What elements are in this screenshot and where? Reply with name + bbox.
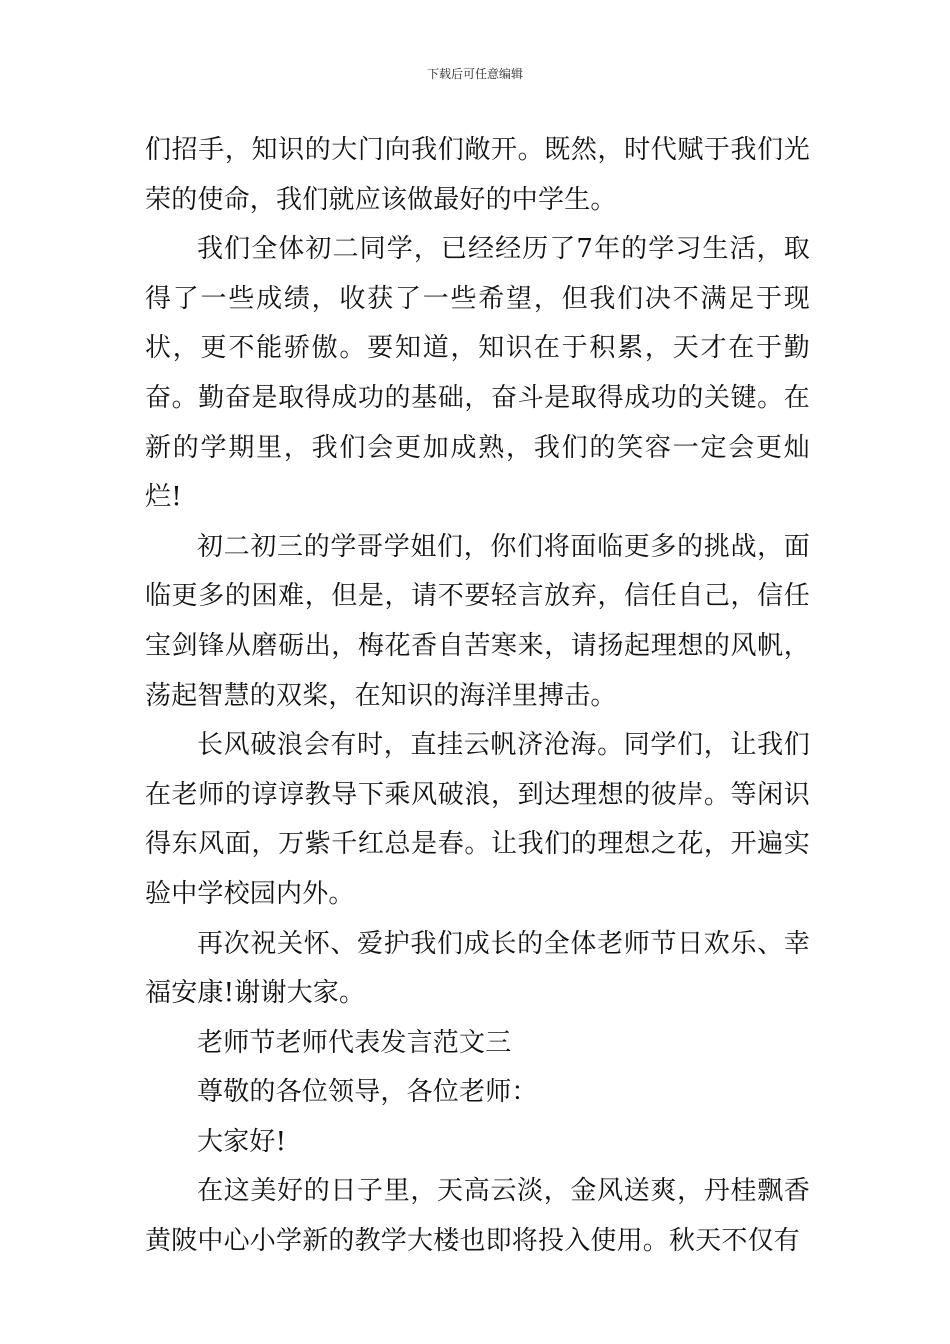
paragraph-grade-two: 我们全体初二同学，已经经历了7年的学习生活，取得了一些成绩，收获了一些希望，但我们决不满足于现状，更不能骄傲。要知道，知识在于积累，天才在于勤奋。勤奋是取得成功的基础，奋斗是取得成功的关键。在新的学期里，我们会更加成熟，我们的笑容一定会更灿烂! [145, 234, 810, 513]
paragraph-thanks: 再次祝关怀、爱护我们成长的全体老师节日欢乐、幸福安康!谢谢大家。 [145, 928, 810, 1009]
salutation: 尊敬的各位领导，各位老师： [197, 1077, 538, 1108]
greeting: 大家好! [197, 1126, 287, 1157]
paragraph-encouragement: 长风破浪会有时，直挂云帆济沧海。同学们，让我们在老师的谆谆教导下乘风破浪，到达理想的彼岸。等闲识得东风面，万紫千红总是春。让我们的理想之花，开遍实验中学校园内外。 [145, 730, 810, 909]
section-title: 老师节老师代表发言范文三 [197, 1027, 512, 1058]
page-header-note: 下载后可任意编辑 [426, 67, 523, 81]
document-body [145, 126, 810, 1267]
paragraph-autumn: 在这美好的日子里，天高云淡，金风送爽，丹桂飘香黄陂中心小学新的教学大楼也即将投入使用。秋天不仅有 [145, 1176, 810, 1257]
paragraph-continuation: 们招手，知识的大门向我们敞开。既然，时代赋于我们光荣的使命，我们就应该做最好的中学生。 [145, 135, 810, 215]
paragraph-seniors: 初二初三的学哥学姐们，你们将面临更多的挑战，面临更多的困难，但是，请不要轻言放弃，信任自己，信任宝剑锋从磨砺出，梅花香自苦寒来，请扬起理想的风帆，荡起智慧的双桨，在知识的海洋里搏击。 [145, 531, 810, 711]
